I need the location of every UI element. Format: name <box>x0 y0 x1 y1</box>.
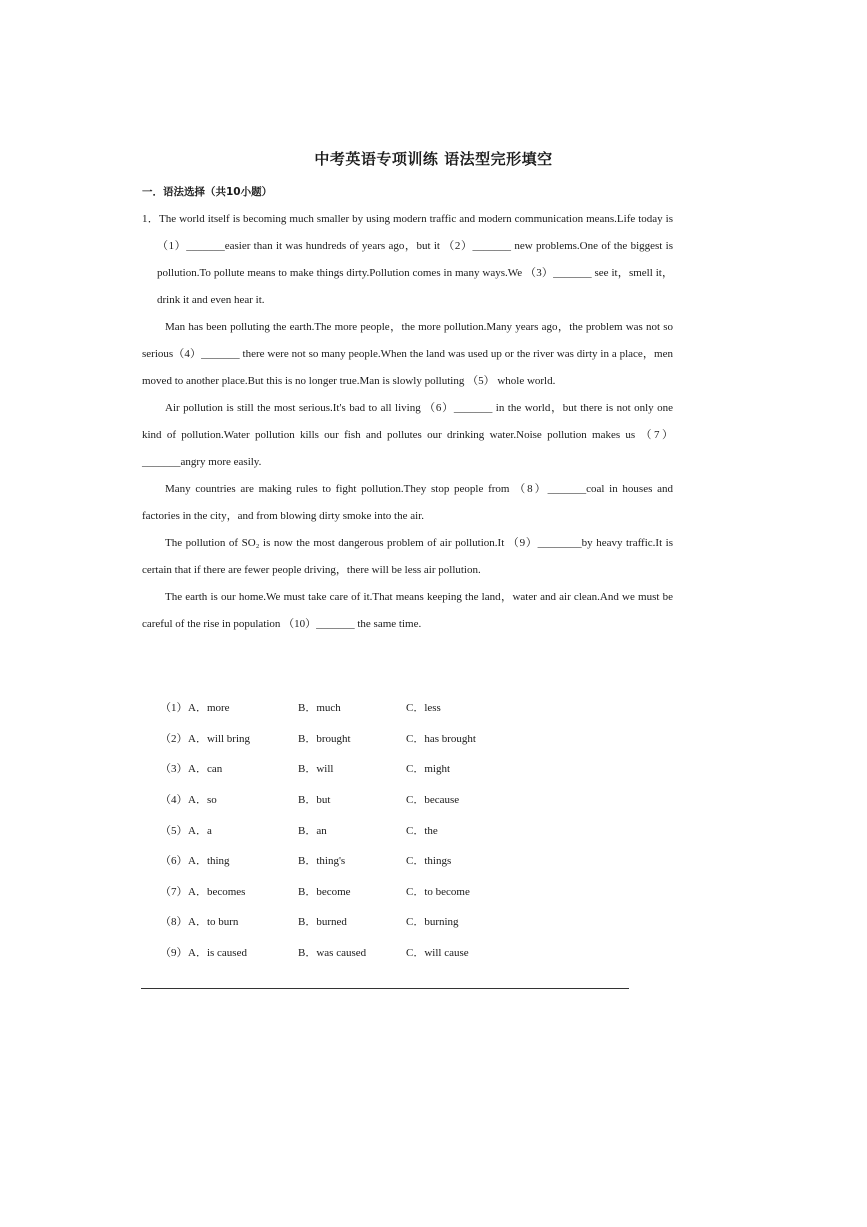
paragraph-5: The pollution of SO₂ is now the most dangerous problem of air pollution.It （9）________by heavy traffic.It is certain that if there are fewer people driving，there will be less air pollution. <box>142 537 673 576</box>
paragraph-3: Air pollution is still the most serious.It's bad to all living （6）_______ in the world，but there is not only one kind of pollution.Water pollution kills our fish and pollutes our drinking water.Noise pollution makes us （7）_______angry more easily. <box>142 402 673 468</box>
option-c: C．to become <box>406 885 470 898</box>
option-a: A．becomes <box>188 885 246 898</box>
option-row <box>160 692 526 723</box>
option-number: （4） <box>160 794 188 807</box>
option-b: B．an <box>298 824 327 837</box>
option-row <box>160 723 526 754</box>
option-b: B．will <box>298 763 334 776</box>
option-a: A．will bring <box>188 732 251 745</box>
option-number: （7） <box>160 885 188 898</box>
option-number: （8） <box>160 916 188 929</box>
page-divider <box>141 988 629 989</box>
options-list <box>160 692 526 967</box>
option-row <box>160 784 526 815</box>
passage <box>142 206 673 638</box>
option-number: （3） <box>160 763 188 776</box>
option-a: A．thing <box>188 855 230 868</box>
question-number: 1． <box>142 213 159 225</box>
option-a: A．to burn <box>188 916 239 929</box>
option-c: C．the <box>406 824 438 837</box>
option-c: C．things <box>406 855 452 868</box>
option-c: C．less <box>406 702 441 715</box>
option-row <box>160 937 526 968</box>
option-a: A．more <box>188 702 230 715</box>
option-row <box>160 876 526 907</box>
option-number: （9） <box>160 947 188 960</box>
paragraph-text: The world itself is becoming much smaller by using modern traffic and modern communication means.Life today is （1）_______easier than it was hundreds of years ago，but it （2）_______ new problems.One of the biggest is pollution.To pollute means to make things dirty.Pollution comes in many ways.We （3）_______ see it，smell it，drink it and even hear it. <box>157 213 674 306</box>
option-b: B．burned <box>298 916 347 929</box>
page-title: 中考英语专项训练 语法型完形填空 <box>314 150 553 168</box>
option-a: A．so <box>188 794 217 807</box>
option-a: A．can <box>188 763 223 776</box>
option-row <box>160 753 526 784</box>
option-c: C．might <box>406 763 451 776</box>
option-number: （6） <box>160 855 188 868</box>
option-b: B．was caused <box>298 947 367 960</box>
option-number: （1） <box>160 702 188 715</box>
option-b: B．brought <box>298 732 351 745</box>
option-number: （2） <box>160 732 188 745</box>
option-b: B．but <box>298 794 331 807</box>
option-b: B．thing's <box>298 855 346 868</box>
paragraph-4: Many countries are making rules to fight pollution.They stop people from （8）_______coal in houses and factories in the city，and from blowing dirty smoke into the air. <box>142 483 673 522</box>
option-b: B．much <box>298 702 341 715</box>
paragraph-1 <box>142 206 673 314</box>
option-c: C．will cause <box>406 947 469 960</box>
option-row <box>160 814 526 845</box>
option-row <box>160 906 526 937</box>
option-b: B．become <box>298 885 351 898</box>
option-c: C．burning <box>406 916 459 929</box>
option-c: C．because <box>406 794 460 807</box>
option-number: （5） <box>160 824 188 837</box>
section-heading: 一．语法选择（共10小题） <box>142 186 273 198</box>
option-a: A．is caused <box>188 947 247 960</box>
paragraph-2: Man has been polluting the earth.The more people，the more pollution.Many years ago，the problem was not so serious（4）_______ there were not so many people.When the land was used up or the river was dirty in a place，men moved to another place.But this is no longer true.Man is slowly polluting （5） whole world. <box>142 321 673 387</box>
option-row <box>160 845 526 876</box>
option-c: C．has brought <box>406 732 476 745</box>
paragraph-6: The earth is our home.We must take care of it.That means keeping the land，water and air clean.And we must be careful of the rise in population （10）_______ the same time. <box>142 591 673 630</box>
option-a: A．a <box>188 824 212 837</box>
